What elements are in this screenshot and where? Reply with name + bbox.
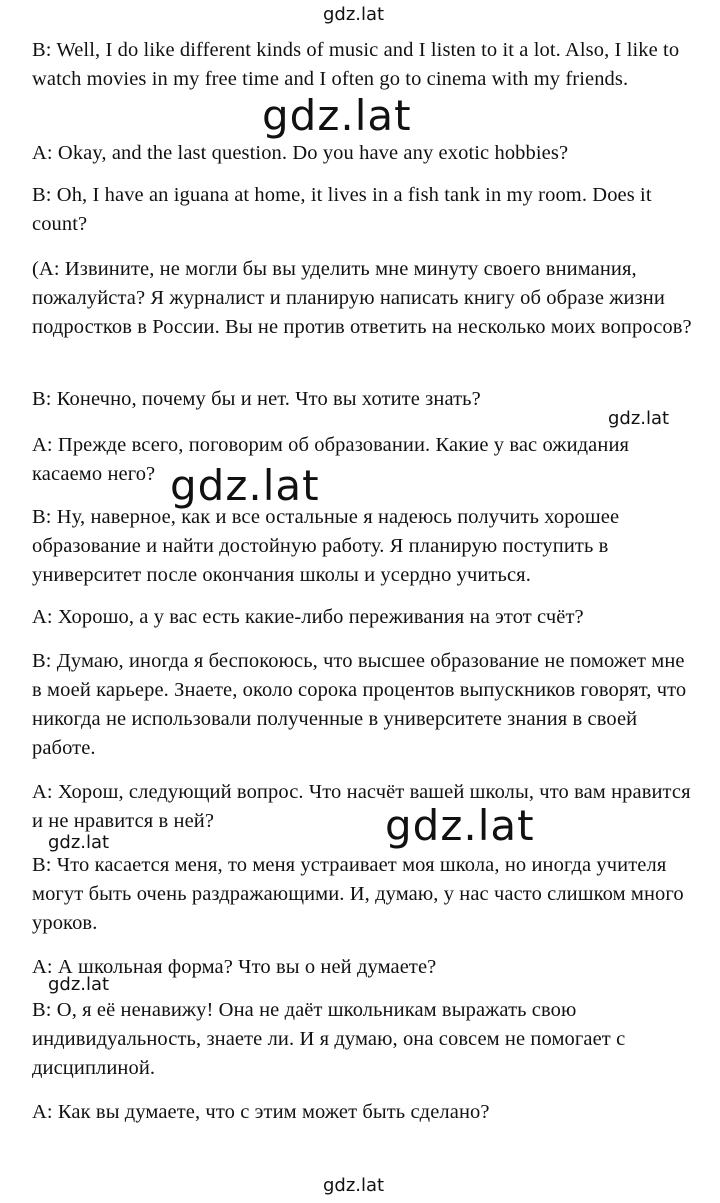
- paragraph-9: B: Думаю, иногда я беспокоюсь, что высшее образование не поможет мне в моей карьере. Знаете, около сорока процентов выпускников говорят, что никогда не использовали полученные в университете знания в своей работе.: [32, 650, 687, 759]
- paragraph-14: A: Как вы думаете, что с этим может быть сделано?: [32, 1101, 490, 1123]
- watermark-bottom: gdz.lat: [323, 1175, 385, 1196]
- paragraph-4: (A: Извините, не могли бы вы уделить мне минуту своего внимания, пожалуйста? Я журналист и планирую написать книгу об образе жизни подростков в России. Вы не против ответить на несколько моих вопросов?: [32, 258, 692, 338]
- paragraph-6: A: Прежде всего, поговорим об образовании. Какие у вас ожидания касаемо него?: [32, 434, 630, 485]
- watermark-top: gdz.lat: [323, 4, 385, 25]
- paragraph-3: B: Oh, I have an iguana at home, it lives in a fish tank in my room. Does it count?: [32, 184, 652, 235]
- watermark-small-right: gdz.lat: [608, 408, 670, 429]
- paragraph-10: A: Хорош, следующий вопрос. Что насчёт вашей школы, что вам нравится и не нравится в ней?: [32, 781, 691, 832]
- watermark-large-2: gdz.lat: [170, 461, 320, 510]
- watermark-small-left-2: gdz.lat: [48, 974, 110, 995]
- watermark-small-left-1: gdz.lat: [48, 832, 110, 853]
- paragraph-8: A: Хорошо, а у вас есть какие-либо переживания на этот счёт?: [32, 606, 584, 628]
- paragraph-11: B: Что касается меня, то меня устраивает моя школа, но иногда учителя могут быть очень раздражающими. И, думаю, у нас часто слишком много уроков.: [32, 854, 684, 934]
- paragraph-13: B: О, я её ненавижу! Она не даёт школьникам выражать свою индивидуальность, знаете ли. И я думаю, она совсем не помогает с дисциплиной.: [32, 999, 626, 1079]
- paragraph-2: A: Okay, and the last question. Do you have any exotic hobbies?: [32, 142, 569, 164]
- watermark-large-1: gdz.lat: [262, 91, 412, 140]
- paragraph-1: B: Well, I do like different kinds of music and I listen to it a lot. Also, I like to watch movies in my free time and I often go to cinema with my friends.: [32, 39, 680, 90]
- watermark-large-3: gdz.lat: [385, 801, 535, 850]
- paragraph-12: A: А школьная форма? Что вы о ней думаете?: [32, 956, 437, 978]
- paragraph-5: B: Конечно, почему бы и нет. Что вы хотите знать?: [32, 388, 481, 410]
- paragraph-7: B: Ну, наверное, как и все остальные я надеюсь получить хорошее образование и найти достойную работу. Я планирую поступить в университет после окончания школы и усердно учиться.: [32, 506, 620, 586]
